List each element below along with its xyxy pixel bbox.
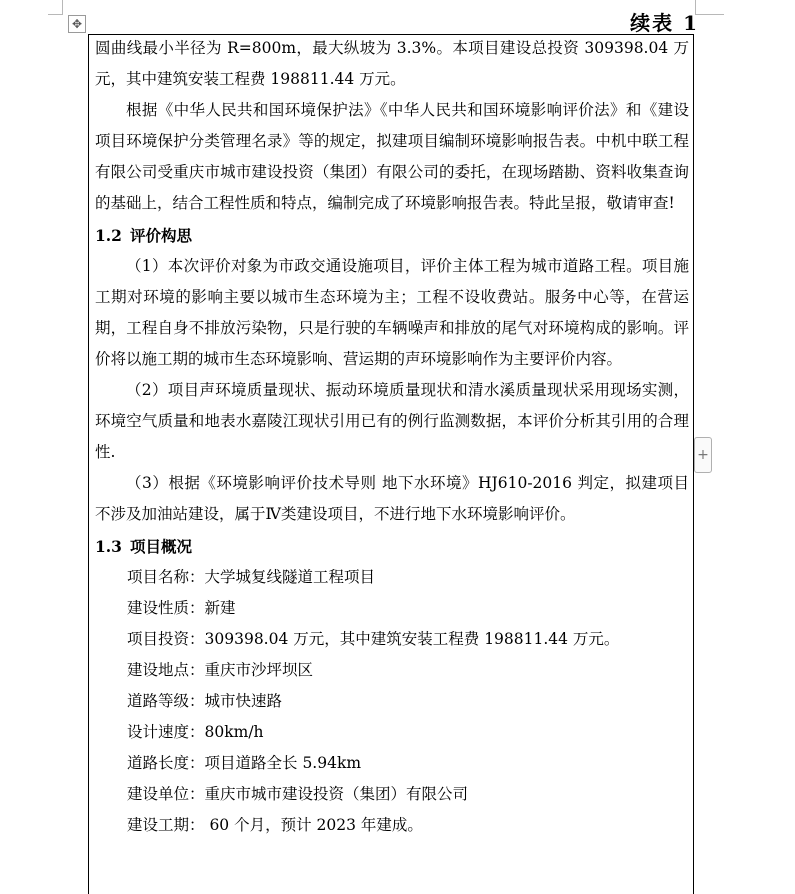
section-number: 1.2 xyxy=(95,225,122,245)
page-corner-mark-right xyxy=(695,0,724,15)
plus-icon: + xyxy=(697,447,709,463)
info-value: 80km/h xyxy=(204,723,264,742)
info-value: 309398.04 万元，其中建筑安装工程费 198811.44 万元。 xyxy=(204,629,620,648)
project-info-row xyxy=(95,779,689,810)
document-body xyxy=(95,33,689,841)
section-number: 1.3 xyxy=(95,536,122,556)
info-label: 建设单位： xyxy=(127,785,205,804)
paragraph-route-info: 圆曲线最小半径为 R=800m，最大纵坡为 3.3%。本项目建设总投资 309398.04 万元，其中建筑安装工程费 198811.44 万元。 xyxy=(95,39,689,89)
add-row-button[interactable] xyxy=(694,437,712,473)
info-value: 城市快速路 xyxy=(204,691,283,710)
evaluation-item: （3）根据《环境影响评价技术导则 地下水环境》HJ610-2016 判定，拟建项目不涉及加油站建设，属于Ⅳ类建设项目，不进行地下水环境影响评价。 xyxy=(95,474,689,524)
project-info-row xyxy=(95,686,689,717)
info-label: 建设工期： xyxy=(127,816,205,835)
info-value: 大学城复线隧道工程项目 xyxy=(204,567,376,586)
info-label: 设计速度： xyxy=(127,723,205,742)
info-label: 建设性质： xyxy=(127,598,205,617)
section-heading-1-3 xyxy=(95,531,689,562)
project-info-row xyxy=(95,593,689,624)
section-title: 评价构思 xyxy=(129,225,192,245)
info-value: 重庆市沙坪坝区 xyxy=(204,660,314,679)
project-info-row xyxy=(95,717,689,748)
info-value: 项目道路全长 5.94km xyxy=(204,754,362,773)
info-label: 项目投资： xyxy=(127,629,205,648)
project-info-row xyxy=(95,810,689,841)
project-info-row xyxy=(95,748,689,779)
section-heading-1-2 xyxy=(95,220,689,251)
info-value: 重庆市城市建设投资（集团）有限公司 xyxy=(204,785,469,804)
evaluation-item: （1）本次评价对象为市政交通设施项目，评价主体工程为城市道路工程。项目施工期对环境的影响主要以城市生态环境为主；工程不设收费站。服务中心等，在营运期，工程自身不排放污染物，只是行驶的车辆噪声和排放的尾气对环境构成的影响。评价将以施工期的城市生态环境影响、营运期的声环境影响作为主要评价内容。 xyxy=(95,256,689,368)
info-label: 建设地点： xyxy=(127,660,205,679)
project-info-row xyxy=(95,562,689,593)
section-title: 项目概况 xyxy=(129,536,192,556)
info-label: 道路长度： xyxy=(127,754,205,773)
evaluation-item: （2）项目声环境质量现状、振动环境质量现状和清水溪质量现状采用现场实测，环境空气质量和地表水嘉陵江现状引用已有的例行监测数据，本评价分析其引用的合理性. xyxy=(95,381,689,462)
project-info-row xyxy=(95,624,689,655)
info-value: 新建 xyxy=(204,598,236,617)
table-move-handle-icon[interactable]: ✥ xyxy=(68,15,86,33)
info-label: 道路等级： xyxy=(127,691,205,710)
info-value: 60 个月，预计 2023 年建成。 xyxy=(204,816,423,835)
paragraph-legal-basis: 根据《中华人民共和国环境保护法》《中华人民共和国环境影响评价法》和《建设项目环境保护分类管理名录》等的规定，拟建项目编制环境影响报告表。中机中联工程有限公司受重庆市城市建设投资（集团）有限公司的委托，在现场踏勘、资料收集查询的基础上，结合工程性质和特点，编制完成了环境影响报告表。特此呈报，敬请审查! xyxy=(95,101,689,213)
info-label: 项目名称： xyxy=(127,567,205,586)
continuation-title: 续表 1 xyxy=(630,11,699,35)
project-info-row xyxy=(95,655,689,686)
page-corner-mark-left xyxy=(48,0,63,15)
